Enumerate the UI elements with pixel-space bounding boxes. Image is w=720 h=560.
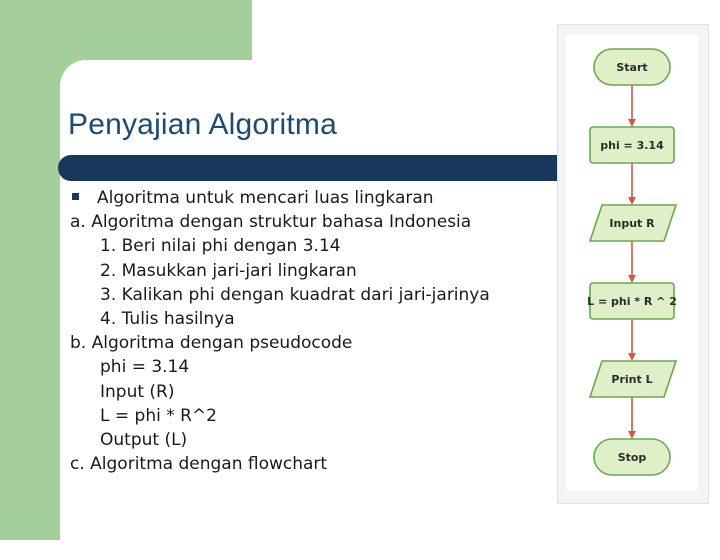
body-line-text: Output (L) — [100, 429, 188, 450]
title-divider-bar — [58, 155, 588, 181]
flow-node-label: Input R — [609, 217, 655, 230]
arrow-head-icon — [628, 353, 636, 361]
body-line — [70, 307, 490, 331]
body-line-text: b. Algoritma dengan pseudocode — [70, 333, 353, 354]
flowchart-diagram — [566, 35, 698, 491]
body-line — [70, 283, 490, 307]
body-line-text: a. Algoritma dengan struktur bahasa Indonesia — [70, 212, 472, 233]
flowchart-panel — [557, 24, 709, 504]
flow-node-label: phi = 3.14 — [600, 139, 664, 152]
body-line — [70, 210, 490, 234]
body-line-text: 1. Beri nilai phi dengan 3.14 — [100, 236, 341, 257]
flow-node-label: Stop — [617, 451, 647, 464]
body-line-text: Input (R) — [100, 381, 175, 402]
flow-node — [590, 127, 674, 163]
flow-node-label: Print L — [611, 373, 653, 386]
arrow-head-icon — [628, 431, 636, 439]
body-line-text: 4. Tulis hasilnya — [100, 308, 235, 329]
body-line — [70, 186, 490, 210]
body-line-text: c. Algoritma dengan flowchart — [70, 454, 328, 475]
flow-node — [590, 205, 676, 241]
body-line — [70, 404, 490, 428]
body-line — [70, 259, 490, 283]
flow-node — [590, 361, 676, 397]
flow-node-label: L = phi * R ^ 2 — [587, 295, 677, 308]
body-line-text: L = phi * R^2 — [100, 405, 217, 426]
body-line-text: 3. Kalikan phi dengan kuadrat dari jari-jarinya — [100, 284, 490, 305]
flow-node — [587, 283, 677, 319]
body-line — [70, 428, 490, 452]
body-line-text: 2. Masukkan jari-jari lingkaran — [100, 260, 357, 281]
slide-title: Penyajian Algoritma — [68, 108, 337, 141]
slide-body — [70, 186, 490, 476]
body-line — [70, 331, 490, 355]
flowchart-canvas — [566, 35, 698, 491]
body-line-text: Algoritma untuk mencari luas lingkaran — [97, 188, 434, 208]
flow-node-label: Start — [616, 61, 648, 74]
body-line — [70, 355, 490, 379]
arrow-head-icon — [628, 197, 636, 205]
flow-node — [594, 439, 670, 475]
bullet-icon — [72, 193, 79, 200]
body-line — [70, 452, 490, 476]
arrow-head-icon — [628, 119, 636, 127]
body-line — [70, 234, 490, 258]
flow-node — [594, 49, 670, 85]
body-line-text: phi = 3.14 — [100, 357, 190, 378]
body-line — [70, 380, 490, 404]
arrow-head-icon — [628, 275, 636, 283]
